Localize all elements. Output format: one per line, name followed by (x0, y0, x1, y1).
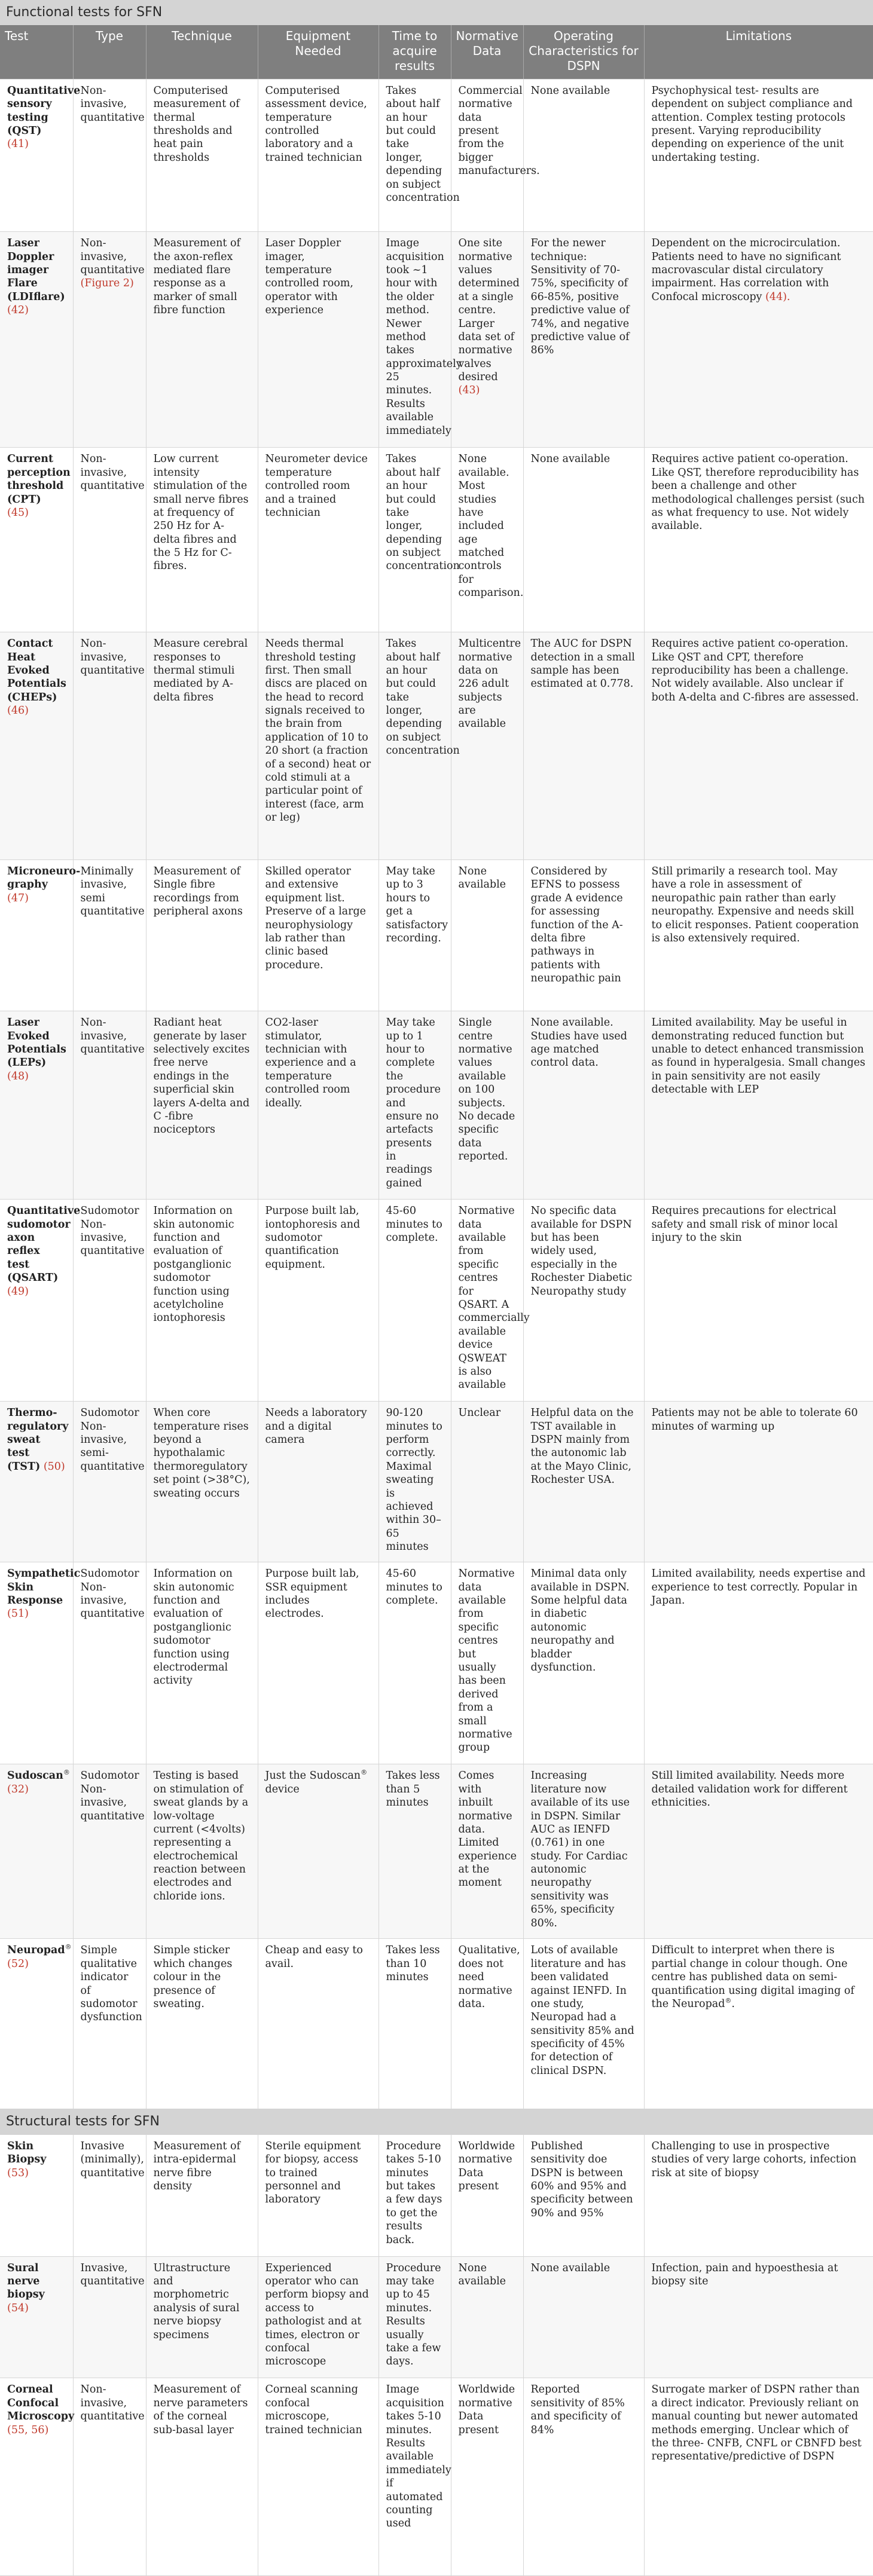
operating-cell: Increasing literature now available of its use in DSPN. Similar AUC as IENFD (0.761) in one study. For Cardiac autonomic neuropathy sensitivity was 65%, specificity 80%. (523, 1764, 644, 1939)
limitations-cell: Limited availability, needs expertise and experience to test correctly. Popular in Japan. (644, 1562, 873, 1764)
type-cell: Sudomotor Non-invasive, semi-quantitative (73, 1402, 146, 1562)
table-row-microneurography (0, 859, 873, 1011)
test-name-cell (0, 859, 81, 1011)
limitations-cell: Psychophysical test- results are dependent on subject compliance and attention. Complex testing protocols present. Varying reproducibility depending on experience of the unit undertaking testing. (644, 79, 873, 231)
column-header: Test (0, 25, 73, 79)
test-name-cell (0, 1764, 73, 1939)
operating-cell: None available (523, 2256, 644, 2378)
equipment-text: Just the Sudoscan (265, 1770, 361, 1782)
test-name: Laser Evoked Potentials (LEPs) (7, 1017, 66, 1069)
time-cell: Procedure takes 5-10 minutes but takes a few days to get the results back. (378, 2134, 451, 2256)
test-name-cell (0, 79, 81, 231)
type-cell: Non-invasive, quantitative (73, 2378, 146, 2576)
type-cell: Minimally invasive, semi quantitative (73, 859, 146, 1011)
section-header-structural (0, 2109, 873, 2134)
normative-cell (451, 232, 523, 448)
time-cell: Image acquisition took ~1 hour with the older method. Newer method takes approximately 25 minutes. Results available immediately (378, 232, 451, 448)
time-cell: 45-60 minutes to complete. (378, 1562, 451, 1764)
test-name: Laser Doppler imager Flare (LDIflare) (7, 237, 65, 303)
limitations-cell: Requires active patient co-operation. Like QST and CPT, therefore reproducibility has been a challenge. Not widely available. Also unclear if both A-delta and C-fibres are assessed. (644, 632, 873, 860)
test-name: Contact Heat Evoked Potentials (CHEPs) (7, 638, 66, 703)
limitations-cell: Still limited availability. Needs more detailed validation work for different ethnicities. (644, 1764, 873, 1939)
reference-link[interactable]: (51) (7, 1608, 29, 1620)
reference-link[interactable]: (49) (7, 1285, 29, 1298)
equipment-cell: Laser Doppler imager, temperature controlled room, operator with experience (258, 232, 378, 448)
technique-cell: Measurement of nerve parameters of the corneal sub-basal layer (146, 2378, 258, 2576)
operating-cell: Published sensitivity doe DSPN is between 60% and 95% and specificity between 90% and 95% (523, 2134, 644, 2256)
type-cell: Sudomotor Non-invasive, quantitative (73, 1200, 146, 1402)
equipment-cell: Needs thermal threshold testing first. Then small discs are placed on the head to record signals received to the brain from application of 10 to 20 short (a fraction of a second) heat or cold stimuli at a particular point of interest (face, arm or leg) (258, 632, 378, 860)
table-row-skin-biopsy (0, 2134, 873, 2256)
technique-cell: Measurement of the axon-reflex mediated flare response as a marker of small fibre function (146, 232, 258, 448)
time-cell: 45-60 minutes to complete. (378, 1200, 451, 1402)
test-name-cell (0, 2134, 73, 2256)
equipment-cell: Cheap and easy to avail. (258, 1939, 378, 2109)
technique-cell: Testing is based on stimulation of sweat glands by a low-voltage current (<4volts) representing a electrochemical reaction between electrodes and chloride ions. (146, 1764, 258, 1939)
technique-cell: When core temperature rises beyond a hypothalamic thermoregulatory set point (>38°C), sweating occurs (146, 1402, 258, 1562)
normative-cell: Comes with inbuilt normative data. Limited experience at the moment (451, 1764, 523, 1939)
operating-cell: None available. Studies have used age matched control data. (523, 1011, 644, 1200)
time-cell: Takes about half an hour but could take longer, depending on subject concentration (378, 632, 451, 860)
limitations-cell: Requires precautions for electrical safety and small risk of minor local injury to the skin (644, 1200, 873, 1402)
section-title: Functional tests for SFN (0, 0, 873, 25)
limitations-text: Dependent on the microcirculation. Patients need to have no significant macrovascular distal circulatory impairment. Has correlation with Confocal microscopy (651, 237, 841, 303)
limitations-cell: Surrogate marker of DSPN rather than a direct indicator. Previously reliant on manual counting but newer automated methods emerging. Unclear which of the three- CNFB, CNFL or CBNFD best representative/predictive of DSPN (644, 2378, 873, 2576)
operating-cell: None available (523, 448, 644, 632)
test-name-cell (0, 1939, 73, 2109)
equipment-cell: CO2-laser stimulator, technician with experience and a temperature controlled room ideally. (258, 1011, 378, 1200)
registered-mark: ® (63, 1769, 70, 1777)
column-header: Normative Data (451, 25, 523, 79)
time-cell: Takes less than 5 minutes (378, 1764, 451, 1939)
test-name: Neuropad (7, 1944, 65, 1957)
test-name-cell (0, 232, 73, 448)
normative-cell: None available. Most studies have included age matched controls for comparison. (451, 448, 523, 632)
type-cell: Invasive (minimally), quantitative (73, 2134, 146, 2256)
technique-cell: Information on skin autonomic function and evaluation of postganglionic sudomotor function using acetylcholine iontophoresis (146, 1200, 258, 1402)
test-name-cell (0, 1200, 81, 1402)
technique-cell: Information on skin autonomic function and evaluation of postganglionic sudomotor function using electrodermal activity (146, 1562, 258, 1764)
test-name: Thermo-regulatory sweat test (TST) (7, 1407, 69, 1473)
normative-cell: Worldwide normative Data present (451, 2378, 523, 2576)
normative-cell: Commercial normative data present from the bigger manufacturers. (451, 79, 523, 231)
test-name-cell (0, 1562, 81, 1764)
table-row-sural-nerve-biopsy (0, 2256, 873, 2378)
operating-cell: For the newer technique: Sensitivity of 70-75%, specificity of 66-85%, positive predictive value of 74%, and negative predictive value of 86% (523, 232, 644, 448)
time-cell: Image acquisition takes 5-10 minutes. Results available immediately if automated counting used (378, 2378, 451, 2576)
technique-cell: Simple sticker which changes colour in the presence of sweating. (146, 1939, 258, 2109)
limitations-cell (644, 232, 873, 448)
technique-cell: Radiant heat generate by laser selectively excites free nerve endings in the superficial skin layers A-delta and C -fibre nociceptors (146, 1011, 258, 1200)
section-title: Structural tests for SFN (0, 2109, 873, 2134)
reference-link[interactable]: (47) (7, 892, 29, 904)
limitations-text-tail: . (731, 1997, 735, 2010)
test-name: Quantitative sensory testing (QST) (7, 84, 81, 137)
test-name: Sudoscan (7, 1770, 63, 1782)
normative-cell: Unclear (451, 1402, 523, 1562)
table-row-qsart (0, 1200, 873, 1402)
column-header: Technique (146, 25, 258, 79)
reference-link[interactable]: (46) (7, 705, 29, 717)
equipment-cell: Purpose built lab, SSR equipment includes electrodes. (258, 1562, 378, 1764)
test-name: Current perception threshold (CPT) (7, 453, 71, 506)
limitations-cell (644, 1939, 873, 2109)
test-name-cell (0, 1011, 73, 1200)
reference-link[interactable]: (50) (43, 1460, 65, 1473)
equipment-cell: Computerised assessment device, temperature controlled laboratory and a trained technician (258, 79, 378, 231)
table-row-sudoscan (0, 1764, 873, 1939)
operating-cell: Reported sensitivity of 85% and specificity of 84% (523, 2378, 644, 2576)
time-cell: May take up to 3 hours to get a satisfactory recording. (378, 859, 451, 1011)
limitations-cell: Infection, pain and hypoesthesia at biopsy site (644, 2256, 873, 2378)
test-name: Sural nerve biopsy (7, 2262, 45, 2301)
normative-cell: Qualitative, does not need normative data. (451, 1939, 523, 2109)
table-row-ssr (0, 1562, 873, 1764)
limitations-cell: Still primarily a research tool. May have a role in assessment of neuropathic pain rather than early neuropathy. Expensive and needs skill to elicit responses. Patient cooperation is also extensively required. (644, 859, 873, 1011)
column-header: Time to acquire results (378, 25, 451, 79)
column-header: Limitations (644, 25, 873, 79)
equipment-cell: Neurometer device temperature controlled room and a trained technician (258, 448, 378, 632)
normative-cell: Normative data available from specific centres but usually has been derived from a small normative group (451, 1562, 523, 1764)
operating-cell: No specific data available for DSPN but has been widely used, especially in the Rochester Diabetic Neuropathy study (523, 1200, 644, 1402)
limitations-cell: Challenging to use in prospective studies of very large cohorts, infection risk at site of biopsy (644, 2134, 873, 2256)
test-name-cell (0, 448, 73, 632)
operating-cell: Minimal data only available in DSPN. Some helpful data in diabetic autonomic neuropathy and bladder dysfunction. (523, 1562, 644, 1764)
equipment-cell (258, 1764, 378, 1939)
table-row-cpt (0, 448, 873, 632)
column-header: Equipment Needed (258, 25, 378, 79)
time-cell: Procedure may take up to 45 minutes. Results usually take a few days. (378, 2256, 451, 2378)
technique-cell: Low current intensity stimulation of the small nerve fibres at frequency of 250 Hz for A-delta fibres and the 5 Hz for C-fibres. (146, 448, 258, 632)
reference-link[interactable]: (52) (7, 1957, 29, 1970)
time-cell: Takes about half an hour but could take longer, depending on subject concentration (378, 448, 451, 632)
time-cell: Takes less than 10 minutes (378, 1939, 451, 2109)
column-header: Operating Characteristics for DSPN (523, 25, 644, 79)
reference-link[interactable]: (41) (7, 138, 29, 151)
operating-cell: Helpful data on the TST available in DSPN mainly from the autonomic lab at the Mayo Clinic, Rochester USA. (523, 1402, 644, 1562)
test-name: Corneal Confocal Microscopy (7, 2384, 75, 2423)
table-row-corneal-confocal-microscopy (0, 2378, 873, 2576)
test-name-cell (0, 632, 73, 860)
reference-link[interactable]: (44). (765, 290, 790, 303)
limitations-cell: Requires active patient co-operation. Like QST, therefore reproducibility has been a challenge and other methodological challenges persist (such as what frequency to use. Not widely available. (644, 448, 873, 632)
figure-link[interactable]: (Figure 2) (80, 277, 134, 290)
limitations-text: Difficult to interpret when there is partial change in colour though. One centre has published data on semi-quantification using digital imaging of the Neuropad (651, 1944, 854, 2010)
type-cell: Non-invasive, quantitative (73, 79, 146, 231)
table-row-leps (0, 1011, 873, 1200)
reference-link[interactable]: (53) (7, 2167, 29, 2179)
normative-cell: Single centre normative values available on 100 subjects. No decade specific data reported. (451, 1011, 523, 1200)
table-row-cheps (0, 632, 873, 860)
normative-cell: Normative data available from specific centres for QSART. A commercially available device QSWEAT is also available (451, 1200, 523, 1402)
type-cell: Non-invasive, quantitative (73, 1011, 146, 1200)
reference-link[interactable]: (54) (7, 2302, 29, 2314)
type-cell: Non-invasive, quantitative (73, 632, 146, 860)
normative-cell: None available (451, 2256, 523, 2378)
test-name-cell (0, 2256, 73, 2378)
equipment-text-tail: device (265, 1783, 300, 1795)
test-name-cell (0, 1402, 73, 1562)
limitations-cell: Limited availability. May be useful in demonstrating reduced function but unable to detect enhanced transmission as found in hyperalgesia. Small changes in pain sensitivity are not easily detectable with LEP (644, 1011, 873, 1200)
technique-cell: Computerised measurement of thermal thresholds and heat pain thresholds (146, 79, 258, 231)
registered-mark: ® (725, 1997, 732, 2005)
reference-link[interactable]: (48) (7, 1070, 29, 1082)
type-cell: Sudomotor Non-invasive, quantitative (73, 1562, 146, 1764)
type-cell: Non-invasive, quantitative (73, 448, 146, 632)
test-name: Sympathetic Skin Response (7, 1568, 81, 1607)
reference-link[interactable]: (32) (7, 1783, 29, 1795)
section-header-functional (0, 0, 873, 25)
registered-mark: ® (65, 1943, 72, 1951)
test-name: Skin Biopsy (7, 2140, 47, 2166)
normative-cell: Multicentre normative data on 226 adult subjects are available (451, 632, 523, 860)
table-row-neuropad (0, 1939, 873, 2109)
technique-cell: Measurement of intra-epidermal nerve fibre density (146, 2134, 258, 2256)
type-cell: Sudomotor Non-invasive, quantitative (73, 1764, 146, 1939)
reference-link[interactable]: (45) (7, 506, 29, 519)
operating-cell: The AUC for DSPN detection in a small sample has been estimated at 0.778. (523, 632, 644, 860)
normative-text: One site normative values determined at a single centre. Larger data set of normative valves desired (458, 237, 520, 384)
reference-link[interactable]: (55, 56) (7, 2424, 49, 2436)
test-name: Microneuro-graphy (7, 865, 81, 891)
reference-link[interactable]: (42) (7, 304, 29, 317)
registered-mark: ® (361, 1769, 368, 1777)
table-row-tst (0, 1402, 873, 1562)
type-cell: Invasive, quantitative (73, 2256, 146, 2378)
technique-cell: Ultrastructure and morphometric analysis of sural nerve biopsy specimens (146, 2256, 258, 2378)
type-text: Non-invasive, quantitative (80, 237, 145, 276)
time-cell: May take up to 1 hour to complete the procedure and ensure no artefacts presents in readings gained (378, 1011, 451, 1200)
reference-link[interactable]: (43) (458, 384, 480, 397)
normative-cell: None available (451, 859, 523, 1011)
time-cell: Takes about half an hour but could take longer, depending on subject concentration (378, 79, 451, 231)
equipment-cell: Purpose built lab, iontophoresis and sudomotor quantification equipment. (258, 1200, 378, 1402)
limitations-cell: Patients may not be able to tolerate 60 minutes of warming up (644, 1402, 873, 1562)
equipment-cell: Sterile equipment for biopsy, access to trained personnel and laboratory (258, 2134, 378, 2256)
test-name: Quantitative sudomotor axon reflex test (QSART) (7, 1205, 81, 1284)
column-header-row (0, 25, 873, 79)
table-row-ldiflare (0, 232, 873, 448)
test-name-cell (0, 2378, 73, 2576)
operating-cell: None available (523, 79, 644, 231)
table-row-qst (0, 79, 873, 231)
equipment-cell: Experienced operator who can perform biopsy and access to pathologist and at times, electron or confocal microscope (258, 2256, 378, 2378)
technique-cell: Measure cerebral responses to thermal stimuli mediated by A-delta fibres (146, 632, 258, 860)
type-cell: Simple qualitative indicator of sudomotor dysfunction (73, 1939, 146, 2109)
column-header: Type (73, 25, 146, 79)
time-cell: 90-120 minutes to perform correctly. Maximal sweating is achieved within 30–65 minutes (378, 1402, 451, 1562)
equipment-cell: Corneal scanning confocal microscope, trained technician (258, 2378, 378, 2576)
operating-cell: Considered by EFNS to possess grade A evidence for assessing function of the A-delta fibre pathways in patients with neuropathic pain (523, 859, 644, 1011)
equipment-cell: Needs a laboratory and a digital camera (258, 1402, 378, 1562)
normative-cell: Worldwide normative Data present (451, 2134, 523, 2256)
equipment-cell: Skilled operator and extensive equipment list. Preserve of a large neurophysiology lab rather than clinic based procedure. (258, 859, 378, 1011)
technique-cell: Measurement of Single fibre recordings from peripheral axons (146, 859, 258, 1011)
type-cell (73, 232, 146, 448)
operating-cell: Lots of available literature and has been validated against IENFD. In one study, Neuropad had a sensitivity 85% and specificity of 45% for detection of clinical DSPN. (523, 1939, 644, 2109)
